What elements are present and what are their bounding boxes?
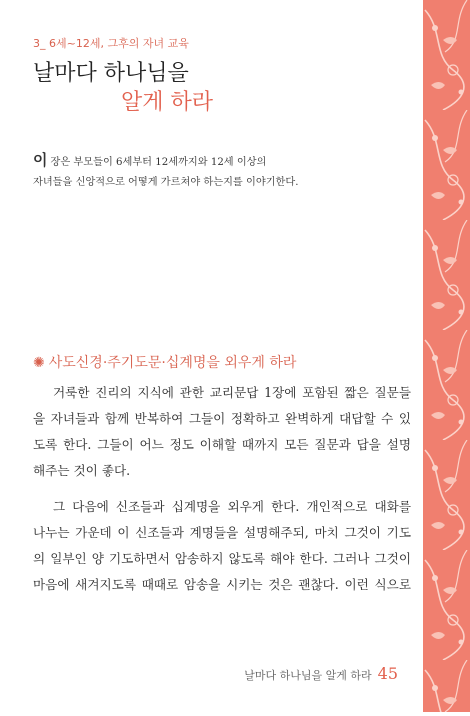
flower-bullet-icon: ✺ [33,355,45,371]
body-p1-line: 도록 한다. 그들이 어느 정도 이해할 때까지 모든 질문과 답을 설명 [33,437,411,452]
body-p1-line: 해주는 것이 좋다. [33,463,131,478]
section-heading [33,352,296,372]
intro-paragraph [33,150,403,193]
decorative-floral-band [423,0,470,712]
body-p2-line: 나누는 가운데 이 신조들과 계명들을 설명해주되, 마치 그것이 기도 [33,525,411,540]
body-p1-line: 거룩한 진리의 지식에 관한 교리문답 1장에 포함된 짧은 질문들 [53,385,411,400]
body-p2-line: 마음에 새겨지도록 때때로 암송을 시키는 것은 괜찮다. 이런 식으로 [33,577,411,592]
intro-line1-text: 장은 부모들이 6세부터 12세까지와 12세 이상의 [50,157,267,168]
body-p2-line: 의 일부인 양 기도하면서 암송하지 않도록 해야 한다. 그러나 그것이 [33,551,411,566]
page-title-line1: 날마다 하나님을 [33,61,189,86]
body-p1-line: 을 자녀들과 함께 반복하여 그들이 정확하고 완벽하게 대답할 수 있 [33,411,411,426]
page-number: 45 [377,664,398,683]
section-heading-text: 사도신경·주기도문·십계명을 외우게 하라 [48,355,297,371]
page-title-line2: 알게 하라 [121,90,214,115]
intro-drop-char: 이 [33,151,48,169]
page-footer [244,664,398,683]
running-title: 날마다 하나님을 알게 하라 [244,669,372,682]
body-p2-line: 그 다음에 신조들과 십계명을 외우게 한다. 개인적으로 대화를 [53,499,411,514]
body-text [33,380,411,598]
floral-pattern [423,0,470,712]
chapter-label: 3_ 6세~12세, 그후의 자녀 교육 [33,37,189,50]
intro-line1 [33,150,403,173]
intro-line2: 자녀들을 신앙적으로 어떻게 가르쳐야 하는지를 이야기한다. [33,177,299,188]
